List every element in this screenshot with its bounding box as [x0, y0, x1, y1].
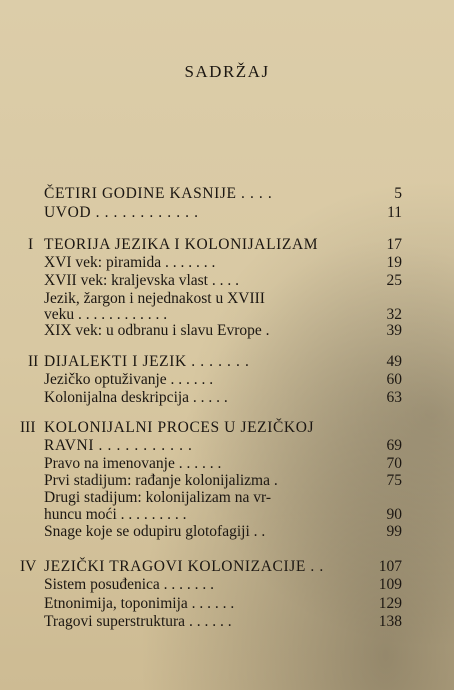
entry-page: 19 [386, 254, 402, 271]
toc-entry [0, 612, 454, 631]
entry-text: JEZIČKI TRAGOVI KOLONIZACIJE . . [44, 558, 324, 575]
toc-entry [0, 253, 454, 272]
entry-text: ČETIRI GODINE KASNIJE . . . . [44, 185, 273, 202]
entry-text: UVOD . . . . . . . . . . . . [44, 204, 199, 221]
toc-entry [0, 203, 454, 222]
entry-text: Etnonimija, toponimija . . . . . . [44, 595, 235, 612]
entry-page: 39 [386, 322, 402, 339]
entry-text: huncu moći . . . . . . . . . [44, 506, 187, 523]
entry-page: 60 [386, 371, 402, 388]
toc-entry [0, 557, 454, 576]
entry-page: 11 [387, 204, 402, 221]
entry-text: Kolonijalna deskripcija . . . . . [44, 389, 228, 406]
entry-page: 32 [386, 306, 402, 323]
entry-text: KOLONIJALNI PROCES U JEZIČKOJ [44, 419, 315, 436]
entry-text: XIX vek: u odbranu i slavu Evrope . [44, 322, 270, 339]
entry-roman: I [28, 236, 34, 253]
toc-entry [0, 352, 454, 371]
entry-page: 25 [386, 272, 402, 289]
entry-text: Snage koje se odupiru glotofagiji . . [44, 523, 266, 540]
entry-page: 70 [386, 455, 402, 472]
entry-text: Jezičko optuživanje . . . . . . [44, 371, 214, 388]
entry-page: 5 [394, 185, 402, 202]
toc-entry [0, 575, 454, 594]
toc-entry [0, 388, 454, 407]
entry-page: 49 [386, 353, 402, 370]
entry-text: Pravo na imenovanje . . . . . . [44, 455, 222, 472]
toc-entry [0, 370, 454, 389]
entry-text: Drugi stadijum: kolonijalizam na vr- [44, 489, 271, 506]
toc-entry [0, 594, 454, 613]
entry-page: 17 [386, 236, 402, 253]
entry-page: 109 [378, 576, 402, 593]
entry-page: 99 [386, 523, 402, 540]
toc-entry [0, 184, 454, 203]
entry-page: 107 [378, 558, 402, 575]
entry-page: 129 [378, 595, 402, 612]
entry-text: veku . . . . . . . . . . . . [44, 306, 168, 323]
entry-page: 63 [386, 389, 402, 406]
toc-entry [0, 271, 454, 290]
entry-text: Prvi stadijum: rađanje kolonijalizma . [44, 472, 278, 489]
toc-entry [0, 235, 454, 254]
entry-roman: II [28, 353, 39, 370]
entry-text: DIJALEKTI I JEZIK . . . . . . . [44, 353, 250, 370]
entry-roman: IV [20, 558, 37, 575]
entry-text: TEORIJA JEZIKA I KOLONIJALIZAM [44, 236, 319, 253]
entry-text: Tragovi superstruktura . . . . . . [44, 613, 232, 630]
toc-entry [0, 522, 454, 541]
page-title: SADRŽAJ [184, 62, 270, 81]
entry-text: RAVNI . . . . . . . . . . . [44, 437, 193, 454]
toc-entry [0, 436, 454, 455]
entry-text: XVI vek: piramida . . . . . . . [44, 254, 216, 271]
entry-text: Jezik, žargon i nejednakost u XVIII [44, 290, 265, 307]
entry-text: XVII vek: kraljevska vlast . . . . [44, 272, 239, 289]
toc-entry [0, 418, 454, 437]
entry-page: 138 [378, 613, 402, 630]
entry-page: 75 [386, 472, 402, 489]
entry-roman: III [20, 419, 36, 436]
toc-entry [0, 321, 454, 340]
entry-text: Sistem posuđenica . . . . . . . [44, 576, 215, 593]
entry-page: 69 [386, 437, 402, 454]
entry-page: 90 [386, 506, 402, 523]
